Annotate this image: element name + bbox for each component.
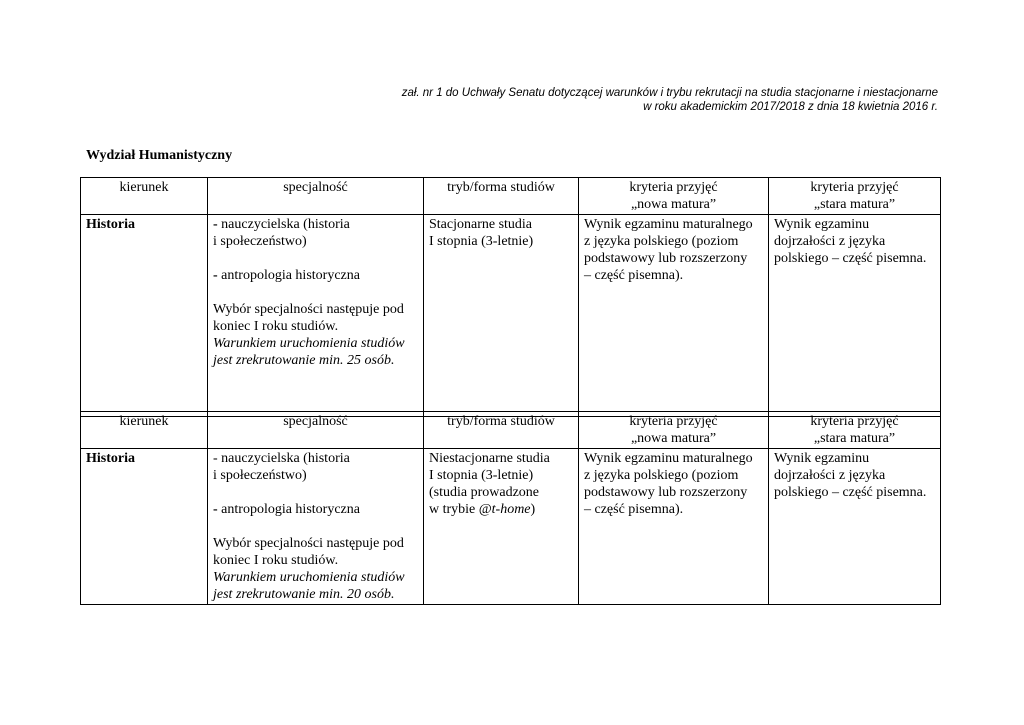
tryb-line-2: I stopnia (3-letnie) xyxy=(429,468,534,483)
spec-condition-line-1: Warunkiem uruchomienia studiów xyxy=(213,570,405,585)
stara-matura-cell xyxy=(769,449,941,605)
stara-line-3: polskiego – część pisemna. xyxy=(774,485,927,500)
nowa-line-2: z języka polskiego (poziom xyxy=(584,468,739,483)
header-stara-line-2: „stara matura” xyxy=(813,431,896,446)
spec-1-dash: - xyxy=(213,451,218,466)
column-header-stara-matura xyxy=(769,178,941,215)
spec-2-label: antropologia historyczna xyxy=(217,268,360,283)
tryb-line-4 xyxy=(429,501,573,518)
spec-condition-line-1: Warunkiem uruchomienia studiów xyxy=(213,336,405,351)
tryb-mode-name: @t-home xyxy=(478,502,531,517)
stara-line-1: Wynik egzaminu xyxy=(774,451,870,466)
spec-2-dash: - xyxy=(213,502,218,517)
stara-line-3: polskiego – część pisemna. xyxy=(774,251,927,266)
spec-1-dash: - xyxy=(213,217,218,232)
table-row xyxy=(81,215,941,417)
nowa-matura-cell xyxy=(579,215,769,417)
stara-line-2: dojrzałości z języka xyxy=(774,468,886,483)
kierunek-cell: Historia xyxy=(81,449,208,605)
column-header-kierunek: kierunek xyxy=(81,412,208,449)
spec-choice-line-2: koniec I roku studiów. xyxy=(213,319,339,334)
stara-matura-cell xyxy=(769,215,941,417)
header-nowa-line-1: kryteria przyjęć xyxy=(629,180,718,195)
header-note-line-2: w roku akademickim 2017/2018 z dnia 18 kwietnia 2016 r. xyxy=(643,101,938,113)
spec-1-label-line-2: i społeczeństwo) xyxy=(213,468,307,483)
stara-line-1: Wynik egzaminu xyxy=(774,217,870,232)
spec-2 xyxy=(213,501,418,518)
stara-line-2: dojrzałości z języka xyxy=(774,234,886,249)
spec-1-label: nauczycielska (historia xyxy=(217,217,350,232)
column-header-tryb: tryb/forma studiów xyxy=(424,412,579,449)
header-nowa-line-2: „nowa matura” xyxy=(630,431,717,446)
spec-choice-line-2: koniec I roku studiów. xyxy=(213,553,339,568)
recruitment-table-part-time xyxy=(80,411,941,605)
table-header-row xyxy=(81,412,941,449)
column-header-kierunek: kierunek xyxy=(81,178,208,215)
header-note-line-1: zał. nr 1 do Uchwały Senatu dotyczącej warunków i trybu rekrutacji na studia stacjonarne i niestacjonarne xyxy=(401,87,938,99)
faculty-title: Wydział Humanistyczny xyxy=(86,148,233,163)
header-nowa-line-1: kryteria przyjęć xyxy=(629,414,718,429)
specjalnosc-cell xyxy=(208,215,424,417)
header-stara-line-2: „stara matura” xyxy=(813,197,896,212)
nowa-line-1: Wynik egzaminu maturalnego xyxy=(584,217,753,232)
recruitment-table-full-time xyxy=(80,177,941,417)
tryb-cell xyxy=(424,215,579,417)
table-row xyxy=(81,449,941,605)
nowa-line-4: – część pisemna). xyxy=(584,268,684,283)
column-header-nowa-matura xyxy=(579,412,769,449)
header-nowa-line-2: „nowa matura” xyxy=(630,197,717,212)
tryb-cell xyxy=(424,449,579,605)
nowa-matura-cell xyxy=(579,449,769,605)
spec-condition-line-2: jest zrekrutowanie min. 20 osób. xyxy=(213,587,395,602)
tryb-line-2: I stopnia (3-letnie) xyxy=(429,234,534,249)
tryb-line-1: Niestacjonarne studia xyxy=(429,451,550,466)
nowa-line-4: – część pisemna). xyxy=(584,502,684,517)
nowa-line-1: Wynik egzaminu maturalnego xyxy=(584,451,753,466)
spec-1 xyxy=(213,216,418,233)
spec-1-label-line-2: i społeczeństwo) xyxy=(213,234,307,249)
tryb-prefix: w trybie xyxy=(429,502,479,517)
kierunek-cell: Historia xyxy=(81,215,208,417)
column-header-specjalnosc: specjalność xyxy=(208,178,424,215)
spec-choice-line-1: Wybór specjalności następuje pod xyxy=(213,536,404,551)
nowa-line-2: z języka polskiego (poziom xyxy=(584,234,739,249)
header-stara-line-1: kryteria przyjęć xyxy=(810,414,899,429)
nowa-line-3: podstawowy lub rozszerzony xyxy=(584,485,748,500)
spec-choice-line-1: Wybór specjalności następuje pod xyxy=(213,302,404,317)
spec-1-label: nauczycielska (historia xyxy=(217,451,350,466)
specjalnosc-cell xyxy=(208,449,424,605)
column-header-tryb: tryb/forma studiów xyxy=(424,178,579,215)
spec-2 xyxy=(213,267,418,284)
tryb-line-3: (studia prowadzone xyxy=(429,485,540,500)
column-header-specjalnosc: specjalność xyxy=(208,412,424,449)
spec-2-label: antropologia historyczna xyxy=(217,502,360,517)
tryb-tail: ) xyxy=(530,502,536,517)
column-header-stara-matura xyxy=(769,412,941,449)
nowa-line-3: podstawowy lub rozszerzony xyxy=(584,251,748,266)
spec-1 xyxy=(213,450,418,467)
spec-2-dash: - xyxy=(213,268,218,283)
tryb-line-1: Stacjonarne studia xyxy=(429,217,533,232)
spec-condition-line-2: jest zrekrutowanie min. 25 osób. xyxy=(213,353,395,368)
table-header-row xyxy=(81,178,941,215)
document-header-note xyxy=(402,86,938,114)
header-stara-line-1: kryteria przyjęć xyxy=(810,180,899,195)
column-header-nowa-matura xyxy=(579,178,769,215)
